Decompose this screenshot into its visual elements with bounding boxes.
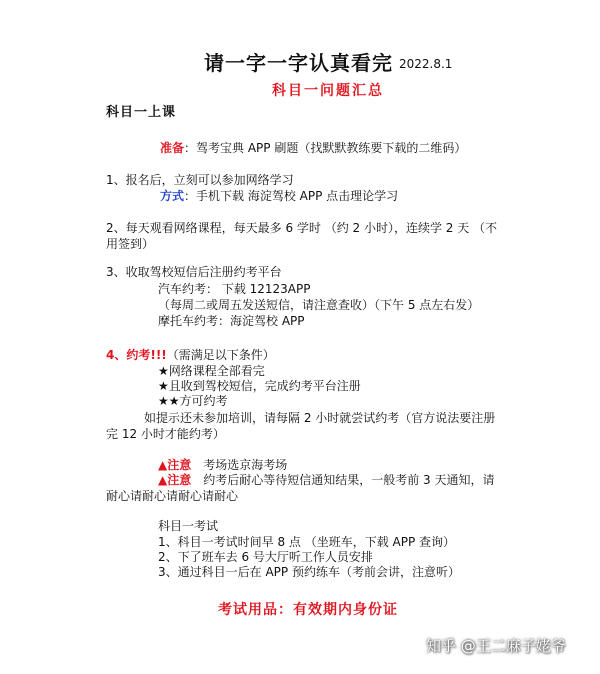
title-text: 请一字一字认真看完 xyxy=(204,51,393,75)
prep-colon: ： xyxy=(184,141,197,155)
prep-label: 准备 xyxy=(160,141,185,155)
note-2-text: 约考后耐心等待短信通知结果，一般考前 3 天通知，请耐心请耐心请耐心请耐心 xyxy=(106,473,495,503)
exam-step-2: 2、下了班车去 6 号大厅听工作人员安排 xyxy=(158,550,373,564)
item4-condition: （需满足以下条件） xyxy=(166,348,275,362)
item3-text: 3、收取驾校短信后注册约考平台 xyxy=(106,265,282,279)
item3-car-line: 汽车约考： 下载 12123APP xyxy=(158,282,311,296)
item4-condition-1: ★网络课程全部看完 xyxy=(158,364,265,378)
zhihu-watermark: 知乎 @王二麻子姥爷 xyxy=(426,637,566,655)
note-1-label: ▲注意 xyxy=(158,458,192,472)
exam-heading: 科目一考试 xyxy=(158,519,219,533)
item4-note: 如提示还未参加培训，请每隔 2 小时就尝试约考（官方说法要注册完 12 小时才能约考） xyxy=(106,411,496,441)
item4-heading xyxy=(106,348,275,363)
note-2-label: ▲注意 xyxy=(158,473,192,487)
exam-step-3: 3、通过科目一后在 APP 预约练车（考前会讲，注意听） xyxy=(158,565,460,579)
prep-line xyxy=(160,141,466,156)
note-2 xyxy=(106,472,506,504)
note-1-text: 考场选京海考场 xyxy=(203,458,288,472)
item4-condition-3: ★★方可约考 xyxy=(158,394,228,408)
title-date: 2022.8.1 xyxy=(399,57,453,71)
item4-condition-2: ★且收到驾校短信，完成约考平台注册 xyxy=(158,379,361,393)
section-heading: 科目一上课 xyxy=(106,105,177,120)
footer-note: 考试用品：有效期内身份证 xyxy=(218,602,398,618)
item3-moto-line: 摩托车约考：海淀驾校 APP xyxy=(158,314,305,328)
item2-text: 2、每天观看网络课程，每天最多 6 学时 （约 2 小时），连续学 2 天 （不用签到） xyxy=(106,221,498,251)
note-1 xyxy=(158,458,287,473)
item3-car-note: （每周二或周五发送短信，请注意查收）（下午 5 点左右发） xyxy=(158,298,480,312)
item1-method xyxy=(160,189,398,204)
item1-method-label: 方式 xyxy=(160,189,185,203)
prep-text: 驾考宝典 APP 刷题（找默默教练要下载的二维码） xyxy=(196,141,467,155)
item4-label: 4、约考!!! xyxy=(106,348,167,362)
exam-step-1: 1、科目一考试时间早 8 点 （坐班车，下载 APP 查询） xyxy=(158,535,456,549)
page-title xyxy=(204,50,452,77)
page-subtitle: 科目一问题汇总 xyxy=(272,83,384,99)
item1-text: 1、报名后，立刻可以参加网络学习 xyxy=(106,173,294,187)
item1-method-text: ：手机下载 海淀驾校 APP 点击理论学习 xyxy=(184,189,399,203)
